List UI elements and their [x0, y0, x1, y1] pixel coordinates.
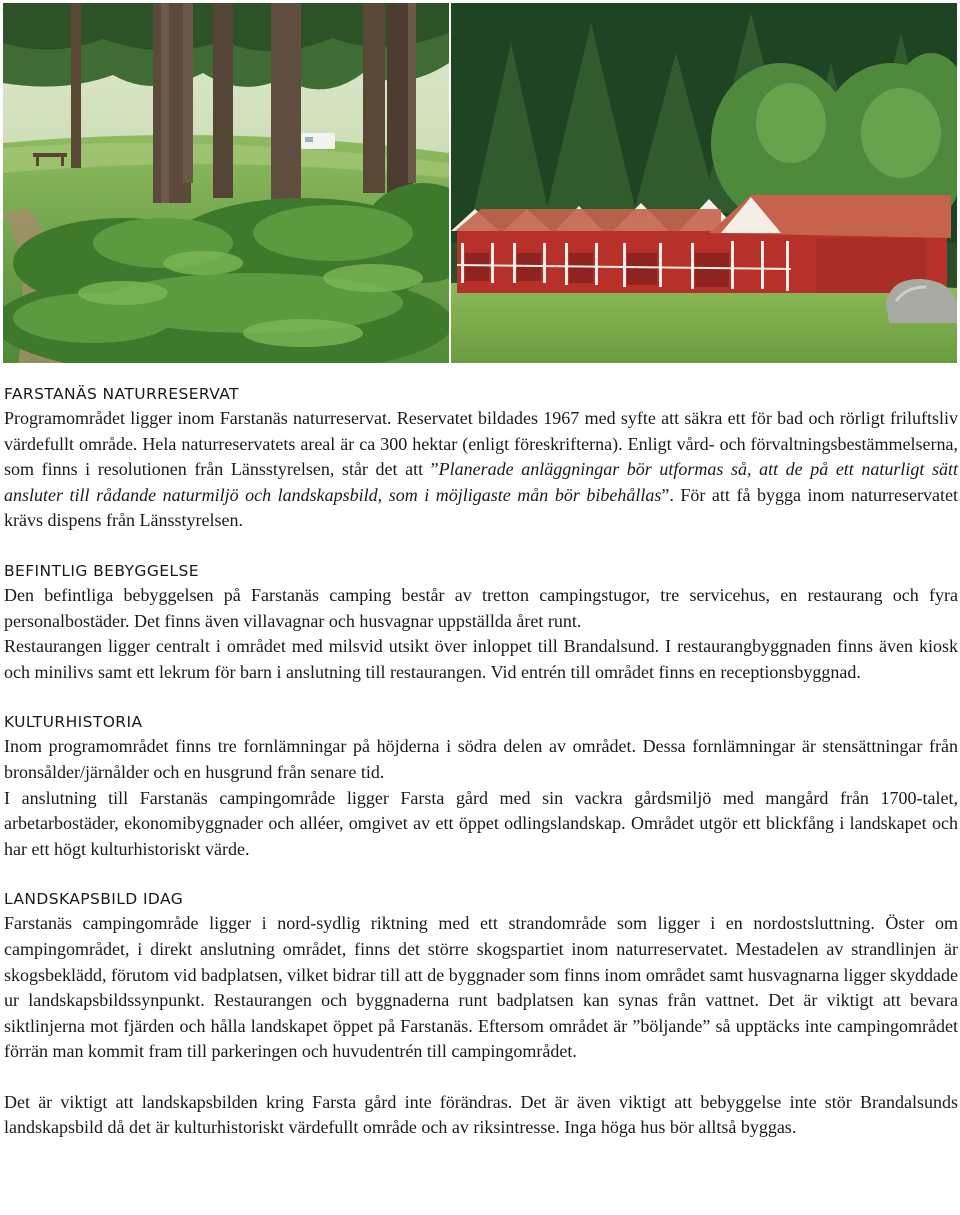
- paragraph: [4, 406, 958, 534]
- paragraph: Den befintliga bebyggelsen på Farstanäs camping består av tretton campingstugor, tre servicehus, en restaurang och fyra personalbostäder. Det finns även villavagnar och husvagnar uppställda året runt.: [4, 584, 958, 631]
- section-befintlig-bebyggelse: [4, 559, 958, 685]
- cabins-photo-illustration: [451, 3, 957, 363]
- section-heading: BEFINTLIG BEBYGGELSE: [4, 561, 199, 580]
- section-heading: KULTURHISTORIA: [4, 713, 143, 732]
- section-kulturhistoria: [4, 710, 958, 862]
- paragraph-text: Programområdet ligger inom Farstanäs naturreservat. Reservatet bildades 1967 med syfte att säkra ett för bad och rörligt friluftsliv värdefullt område. Hela naturreservatets areal är ca 300 hektar (enligt föreskrifterna). Enligt vård- och förvaltningsbestämmelserna, som finns i resolutionen från Länsstyrelsen, står det att ”: [4, 408, 958, 480]
- paragraph: Farstanäs campingområde ligger i nord-sydlig riktning med ett strandområde som ligger i en nordostsluttning. Öster om campingområdet, i direkt anslutning området, finns det större skogspartiet inom naturreservatet. Mestadelen av strandlinjen är skogsbeklädd, förutom vid badplatsen, vilket bidrar till att de byggnader som finns inom området samt husvagnarna ligger skyddade ur landskapsbildssynpunkt. Restaurangen och byggnaderna runt badplatsen kan synas från vattnet. Det är viktigt att bevara siktlinjerna mot fjärden och hålla landskapet öppet på Farstanäs. Eftersom området är ”böljande” så upptäcks inte campingområdet förrän man kommit fram till parkeringen och huvudentrén till campingområdet.: [4, 913, 958, 1062]
- section-landskapsbild-idag: [4, 887, 958, 1141]
- photo-strip: [3, 3, 957, 363]
- section-farstanas-naturreservat: [4, 382, 958, 534]
- forest-photo-illustration: [3, 3, 449, 363]
- paragraph: I anslutning till Farstanäs campingområde ligger Farsta gård med sin vackra gårdsmiljö med mangård från 1700-talet, arbetarbostäder, ekonomibyggnader och alléer, omgivet av ett öppet odlingslandskap. Området utgör ett blickfång i landskapet och har ett högt kulturhistoriskt värde.: [4, 787, 958, 859]
- spacer: [4, 862, 958, 887]
- paragraph: Det är viktigt att landskapsbilden kring Farsta gård inte förändras. Det är även viktigt att bebyggelse inte stör Brandalsunds landskapsbild då det är kulturhistoriskt värdefullt område och av riksintresse. Inga höga hus bör alltså byggas.: [4, 1091, 958, 1138]
- section-heading: LANDSKAPSBILD IDAG: [4, 890, 184, 909]
- section-heading: FARSTANÄS NATURRESERVAT: [4, 385, 239, 403]
- document-body: [4, 382, 958, 1141]
- paragraph-text: ”. För att få bygga inom naturreservatet krävs dispens från Länsstyrelsen.: [4, 484, 958, 531]
- cabins-photo: [451, 3, 957, 363]
- paragraph: Inom programområdet finns tre fornlämningar på höjderna i södra delen av området. Dessa fornlämningar är stensättningar från bronsålder/järnålder och en husgrund från senare tid.: [4, 736, 958, 782]
- spacer: [4, 1065, 958, 1090]
- forest-photo: [3, 3, 449, 363]
- quoted-regulation: Planerade anläggningar bör utformas så, att de på ett naturligt sätt ansluter till rådande naturmiljö och landskapsbild, som i möjligaste mån bör bibehållas: [4, 459, 958, 505]
- paragraph: Restaurangen ligger centralt i området med milsvid utsikt över inloppet till Brandalsund. I restaurangbyggnaden finns även kiosk och minilivs samt ett lekrum för barn i anslutning till restaurangen. Vid entrén till området finns en receptionsbyggnad.: [4, 636, 958, 682]
- spacer: [4, 685, 958, 710]
- spacer: [4, 534, 958, 559]
